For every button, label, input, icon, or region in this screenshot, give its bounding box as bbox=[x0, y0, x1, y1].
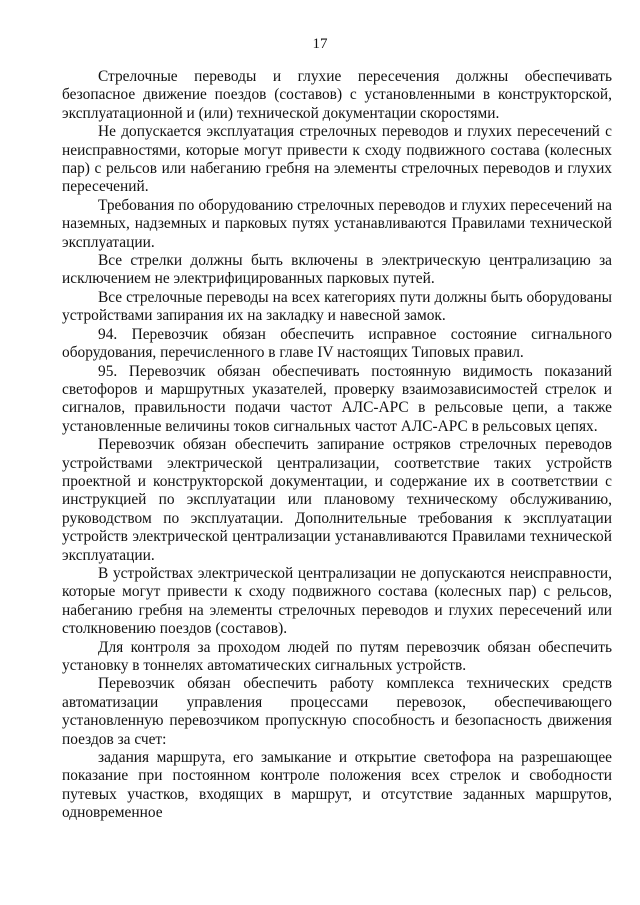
paragraph: В устройствах электрической централизации не допускаются неисправности, которые могут привести к сходу подвижного состава (колесных пар) с рельсов, набеганию гребня на элементы стрелочных переводов и глухих пересечений или столкновению поездов (составов). bbox=[62, 564, 612, 638]
paragraph: Все стрелочные переводы на всех категориях пути должны быть оборудованы устройствами запирания их на закладку и навесной замок. bbox=[62, 288, 612, 325]
paragraph-94: 94. Перевозчик обязан обеспечить исправное состояние сигнального оборудования, перечисленного в главе IV настоящих Типовых правил. bbox=[62, 325, 612, 362]
paragraph: Не допускается эксплуатация стрелочных переводов и глухих пересечений с неисправностями, которые могут привести к сходу подвижного состава (колесных пар) с рельсов или набеганию гребня на элементы стрелочных переводов и глухих пересечений. bbox=[62, 123, 612, 196]
page-number: 17 bbox=[312, 36, 328, 52]
paragraph: Перевозчик обязан обеспечить запирание остряков стрелочных переводов устройствами электрической централизации, соответствие таких устройств проектной и конструкторской документации, и содержание их в соответствии с инструкцией по эксплуатации или плановому техническому обслуживанию, руководством по эксплуатации. Дополнительные требования к эксплуатации устройств электрической централизации устанавливаются Правилами технической эксплуатации. bbox=[62, 436, 612, 564]
paragraph: Стрелочные переводы и глухие пересечения должны обеспечивать безопасное движение поездов (составов) с установленными в конструкторской, эксплуатационной и (или) технической документации скоростями. bbox=[62, 68, 612, 122]
document-body bbox=[62, 68, 612, 823]
paragraph: задания маршрута, его замыкание и открытие светофора на разрешающее показание при постоянном контроле положения всех стрелок и свободности путевых участков, входящих в маршрут, и отсутствие заданных маршрутов, одновременное bbox=[62, 749, 612, 822]
paragraph: Требования по оборудованию стрелочных переводов и глухих пересечений на наземных, надземных и парковых путях устанавливаются Правилами технической эксплуатации. bbox=[62, 196, 612, 251]
paragraph: Перевозчик обязан обеспечить работу комплекса технических средств автоматизации управления процессами перевозок, обеспечивающего установленную перевозчиком пропускную способность и безопасность движения поездов за счет: bbox=[62, 675, 612, 748]
paragraph: Для контроля за проходом людей по путям перевозчик обязан обеспечить установку в тоннелях автоматических сигнальных устройств. bbox=[62, 638, 612, 674]
paragraph-95: 95. Перевозчик обязан обеспечивать постоянную видимость показаний светофоров и маршрутных указателей, проверку взаимозависимостей стрелок и сигналов, правильности подачи частот АЛС-АРС в рельсовые цепи, а также установленные величины токов сигнальных частот АЛС-АРС в рельсовых цепях. bbox=[62, 362, 612, 435]
paragraph: Все стрелки должны быть включены в электрическую централизацию за исключением не электрифицированных парковых путей. bbox=[62, 252, 612, 288]
